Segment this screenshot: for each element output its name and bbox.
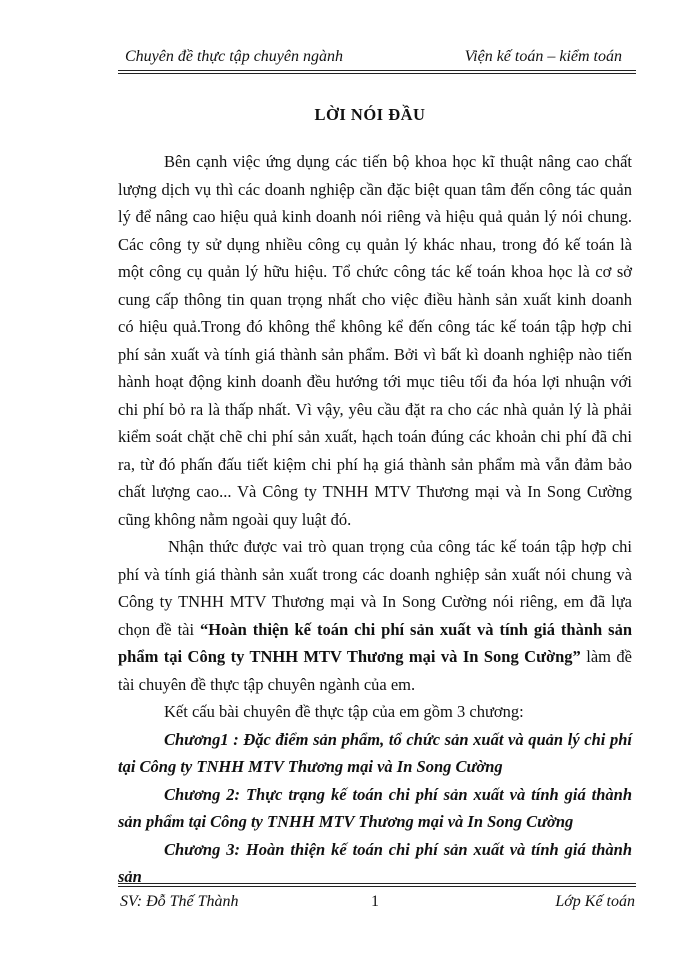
page-header [0, 45, 700, 73]
header-institute: Viện kế toán – kiểm toán [464, 48, 622, 65]
footer-rule [118, 883, 636, 887]
paragraph-topic [118, 533, 632, 698]
topic-tail-text: làm đề tài chuyên đề thực tập chuyên ngành của em. [118, 647, 632, 694]
page-number: 1 [371, 893, 379, 910]
footer-class: Lớp Kế toán [555, 893, 635, 910]
chapter-3: Chương 3: Hoàn thiện kế toán chi phí sản xuất và tính giá thành sản [118, 839, 632, 886]
page-title: LỜI NÓI ĐẦU [314, 105, 426, 124]
page-footer [0, 893, 700, 917]
chapter-2: Chương 2: Thực trạng kế toán chi phí sản xuất và tính giá thành sản phẩm tại Công ty TNHH MTV Thương mại và In Song Cường [118, 784, 632, 831]
topic-title: “Hoàn thiện kế toán chi phí sản xuất và tính giá thành sản phẩm tại Công ty TNHH MTV Thương mại và In Song Cường” [118, 619, 632, 666]
header-rule [118, 70, 636, 74]
paragraph-intro: Bên cạnh việc ứng dụng các tiến bộ khoa học kĩ thuật nâng cao chất lượng dịch vụ thì các doanh nghiệp cần đặc biệt quan tâm đến công tác quản lý để nâng cao hiệu quả kinh doanh nói riêng và hiệu quả quản lý nói chung. Các công ty sử dụng nhiều công cụ quản lý khác nhau, trong đó kế toán là một công cụ quản lý hữu hiệu. Tổ chức công tác kế toán khoa học là cơ sở cung cấp thông tin quan trọng nhất cho việc điều hành sản xuất kinh doanh có hiệu quả.Trong đó không thể không kể đến công tác kế toán tập hợp chi phí sản xuất và tính giá thành sản phẩm. Bởi vì bất kì doanh nghiệp nào tiến hành hoạt động kinh doanh đều hướng tới mục tiêu tối đa hóa lợi nhuận với chi phí bỏ ra là thấp nhất. Vì vậy, yêu cầu đặt ra cho các nhà quản lý là phải kiểm soát chặt chẽ chi phí sản xuất, hạch toán đúng các khoản chi phí đã chi ra, từ đó phấn đấu tiết kiệm chi phí hạ giá thành sản phẩm mà vẫn đảm bảo chất lượng cao... Và Công ty TNHH MTV Thương mại và In Song Cường cũng không nằm ngoài quy luật đó. [118, 152, 632, 529]
document-body [118, 148, 632, 891]
chapter-1: Chương1 : Đặc điểm sản phẩm, tổ chức sản xuất và quản lý chi phí tại Công ty TNHH MTV Thương mại và In Song Cường [118, 729, 632, 776]
topic-lead-text: Nhận thức được vai trò quan trọng của công tác kế toán tập hợp chi phí và tính giá thành sản xuất trong các doanh nghiệp sản xuất nói chung và Công ty TNHH MTV Thương mại và In Song Cường nói riêng, em đã lựa chọn đề tài [118, 537, 632, 639]
header-course-title: Chuyên đề thực tập chuyên ngành [125, 48, 343, 65]
footer-student-name: SV: Đỗ Thế Thành [120, 893, 239, 910]
paragraph-structure: Kết cấu bài chuyên đề thực tập của em gồm 3 chương: [164, 702, 524, 721]
